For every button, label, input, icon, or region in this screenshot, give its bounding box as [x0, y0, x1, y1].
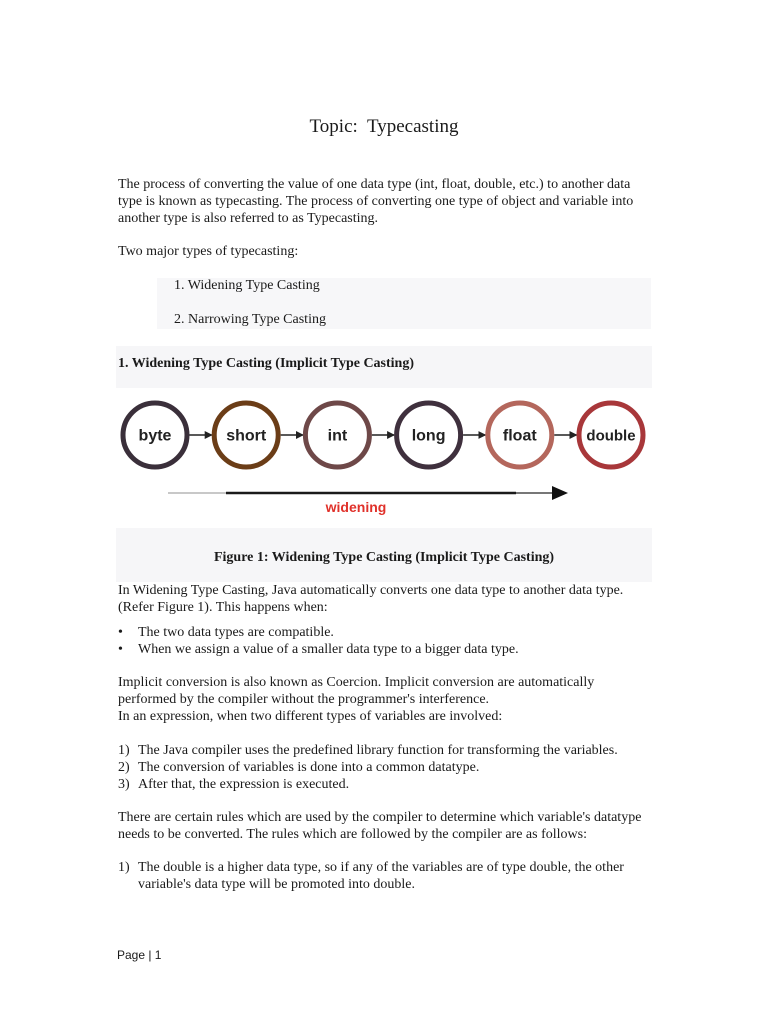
list-item: 1) The Java compiler uses the predefined library function for transforming the variables.	[118, 743, 618, 758]
rules-paragraph	[118, 809, 650, 843]
type-node-label: float	[502, 427, 537, 445]
type-node-label: double	[586, 427, 636, 445]
rules-line: There are certain rules which are used by the compiler to determine which variable's datatype	[118, 810, 642, 825]
type-node-label: int	[327, 427, 348, 445]
rules-line: needs to be converted. The rules which are followed by the compiler are as follows:	[118, 827, 587, 842]
intro-line: type is known as typecasting. The process of converting one type of object and variable into	[118, 194, 634, 209]
list-item: 2) The conversion of variables is done into a common datatype.	[118, 760, 480, 775]
implicit-line: performed by the compiler without the programmer's interference.	[118, 692, 490, 707]
implicit-line: Implicit conversion is also known as Coercion. Implicit conversion are automatically	[118, 675, 595, 690]
types-list-item: 2. Narrowing Type Casting	[174, 312, 326, 327]
list-item: • When we assign a value of a smaller data type to a bigger data type.	[118, 642, 519, 657]
right-arrow-icon	[552, 486, 568, 500]
list-item: 1) The double is a higher data type, so if any of the variables are of type double, the other variable's data type will be promoted into double.	[118, 860, 624, 892]
list-item: • The two data types are compatible.	[118, 625, 334, 640]
two-major-types-text: Two major types of typecasting:	[118, 244, 299, 259]
widening-paragraph	[118, 582, 650, 616]
bullet-list	[118, 624, 658, 658]
widening-label: widening	[325, 499, 387, 515]
widening-line-text: (Refer Figure 1). This happens when:	[118, 600, 328, 615]
widening-diagram	[116, 388, 652, 528]
widening-diagram-svg	[116, 388, 652, 528]
page-footer: Page | 1	[117, 948, 162, 962]
section-heading: 1. Widening Type Casting (Implicit Type Casting)	[118, 356, 414, 371]
types-list-item: 1. Widening Type Casting	[174, 278, 320, 293]
intro-paragraph	[118, 176, 650, 227]
implicit-paragraph	[118, 674, 650, 725]
type-node-label: byte	[138, 427, 172, 445]
intro-line: another type is also referred to as Typecasting.	[118, 211, 379, 226]
type-node-label: short	[226, 427, 267, 445]
rules-list	[118, 859, 658, 893]
steps-list	[118, 742, 658, 793]
page-title: Topic: Typecasting	[309, 116, 459, 137]
implicit-line: In an expression, when two different types of variables are involved:	[118, 709, 503, 724]
widening-line-text: In Widening Type Casting, Java automatically converts one data type to another data type.	[118, 583, 624, 598]
list-item: 3) After that, the expression is executed.	[118, 777, 350, 792]
figure-container	[116, 346, 652, 582]
figure-caption: Figure 1: Widening Type Casting (Implicit Type Casting)	[213, 550, 555, 565]
type-node-label: long	[411, 427, 446, 445]
intro-line: The process of converting the value of one data type (int, float, double, etc.) to another data	[118, 177, 631, 192]
types-list	[157, 278, 651, 329]
